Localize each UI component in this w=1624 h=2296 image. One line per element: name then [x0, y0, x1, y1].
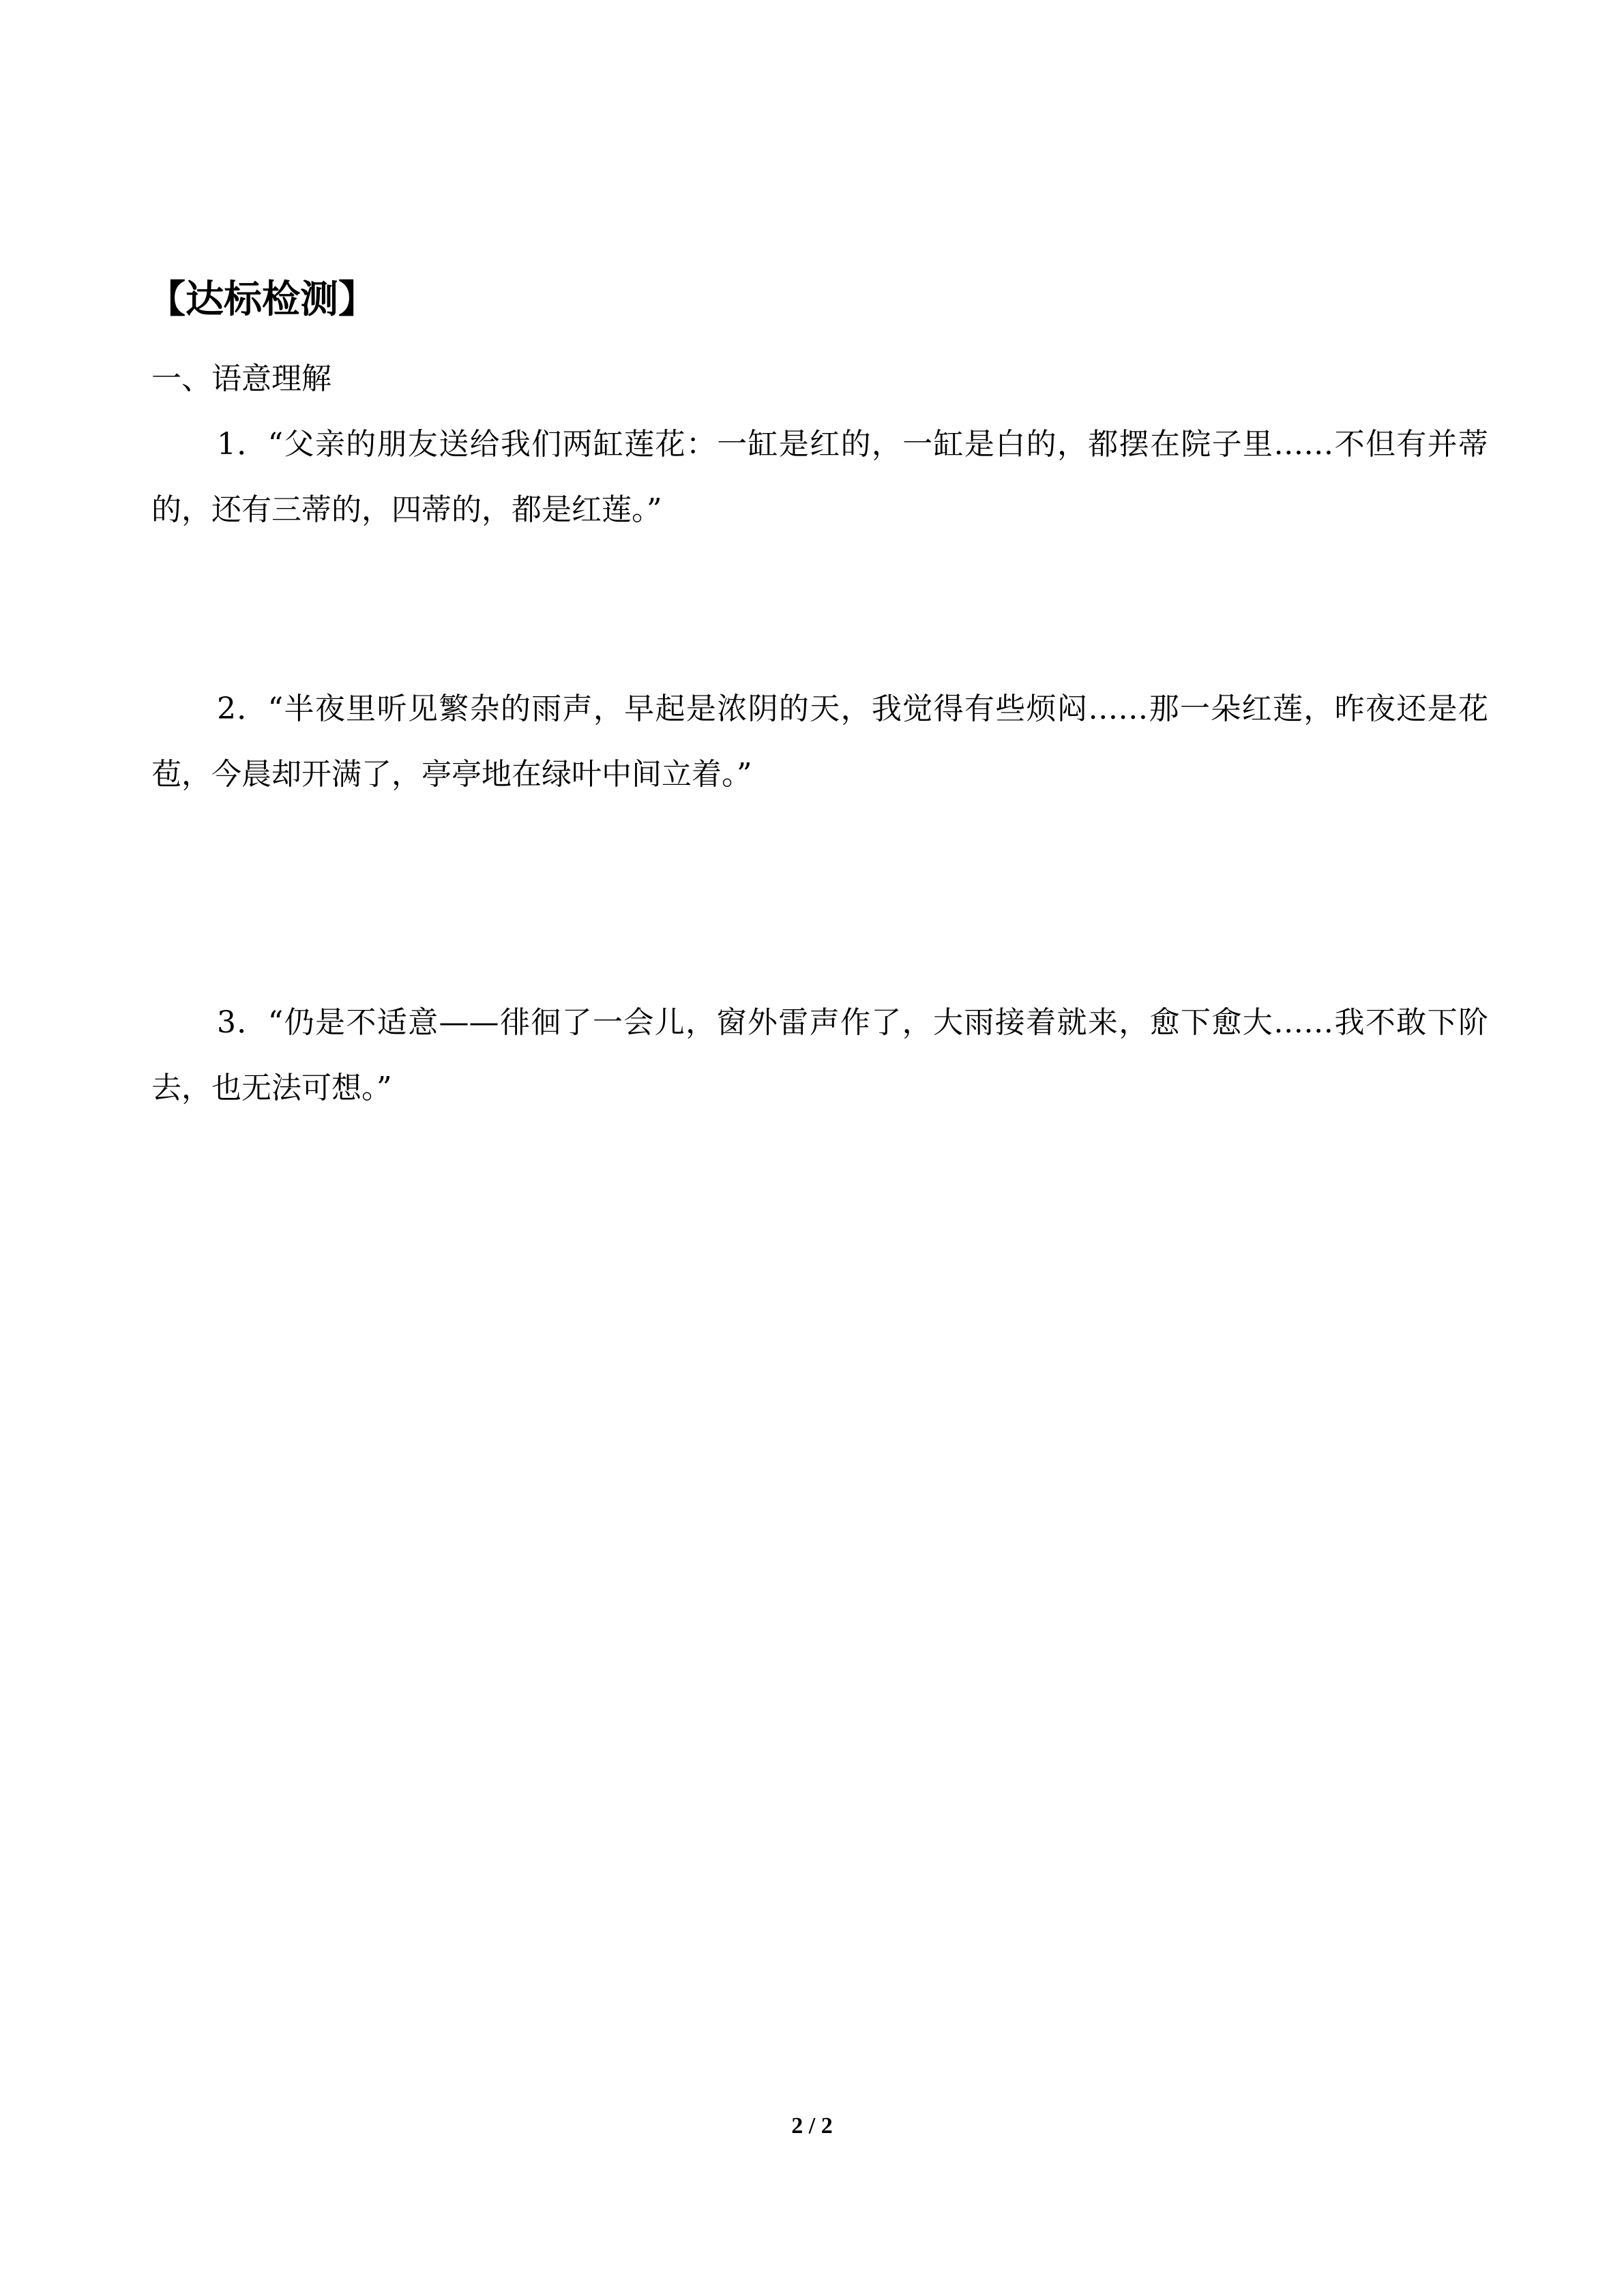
question-text: “仍是不适意——徘徊了一会儿，窗外雷声作了，大雨接着就来，愈下愈大……我不敢下阶去，也无法可想。” — [151, 1005, 1488, 1105]
question-number: 3． — [217, 1005, 268, 1040]
question-1 — [151, 412, 1488, 543]
question-2 — [151, 676, 1488, 807]
question-text: “父亲的朋友送给我们两缸莲花：一缸是红的，一缸是白的，都摆在院子里……不但有并蒂的，还有三蒂的，四蒂的，都是红莲。” — [151, 427, 1488, 527]
question-number: 2． — [217, 691, 268, 726]
question-text: “半夜里听见繁杂的雨声，早起是浓阴的天，我觉得有些烦闷……那一朵红莲，昨夜还是花苞，今晨却开满了，亭亭地在绿叶中间立着。” — [151, 691, 1488, 792]
page-content — [147, 273, 1488, 1121]
section-heading: 【达标检测】 — [147, 278, 377, 322]
question-number: 1． — [217, 427, 268, 462]
page-number: 2 / 2 — [791, 2113, 833, 2138]
question-3 — [151, 990, 1488, 1121]
part-title: 一、语意理解 — [151, 361, 331, 396]
